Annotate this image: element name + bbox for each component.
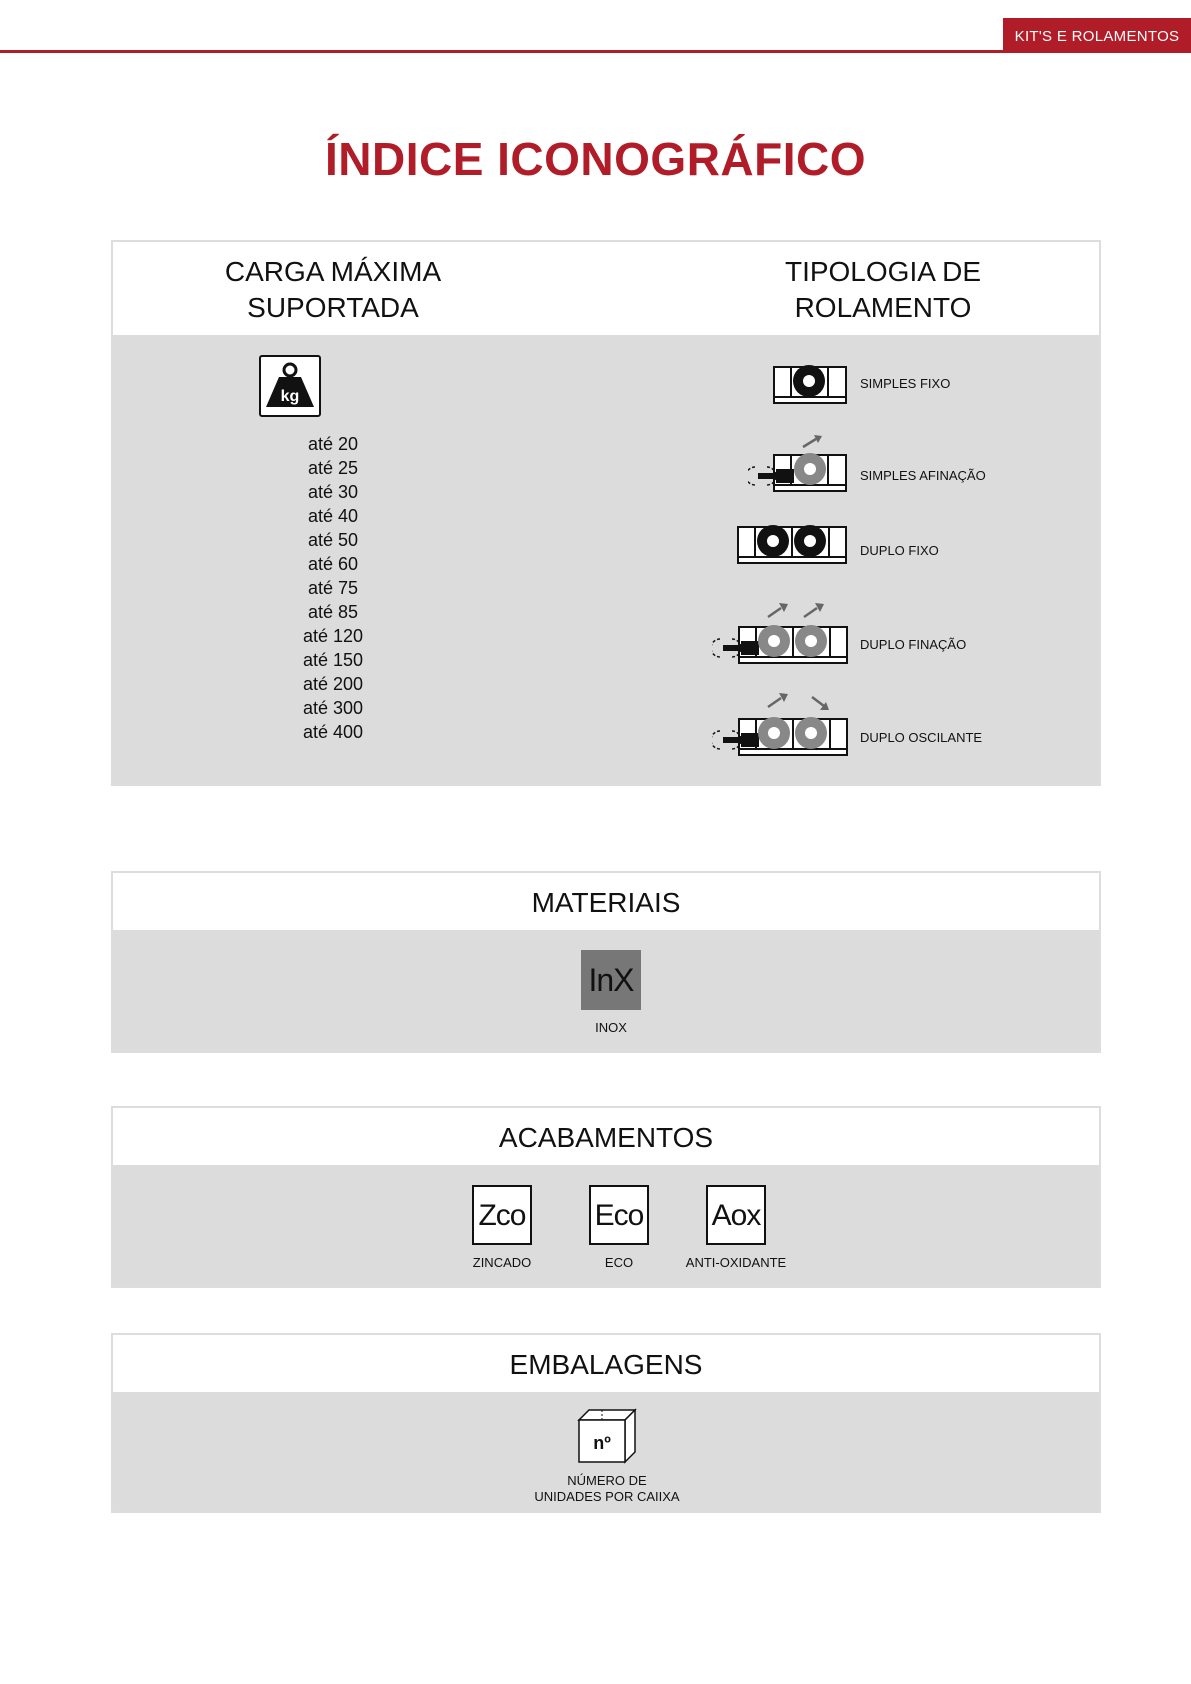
embalagens-heading: EMBALAGENS	[509, 1349, 703, 1380]
anti-oxidante-icon: Aox	[706, 1185, 766, 1245]
packaging-label	[507, 1473, 707, 1505]
carga-tipologia-body	[113, 335, 1099, 784]
roller-label: DUPLO OSCILANTE	[860, 730, 983, 745]
double-adjustable-roller-icon	[712, 595, 852, 667]
load-value: até 85	[307, 602, 359, 622]
roller-label: SIMPLES FIXO	[860, 376, 951, 391]
acabamentos-heading: ACABAMENTOS	[498, 1122, 714, 1153]
load-value: até 150	[302, 650, 364, 670]
box-icon	[577, 1406, 637, 1464]
box-icon-label: nº	[593, 1433, 611, 1453]
load-value: até 300	[302, 698, 364, 718]
single-adjustable-roller-icon	[748, 433, 858, 495]
load-value: até 60	[307, 554, 359, 574]
load-value: até 30	[307, 482, 359, 502]
load-value: até 200	[302, 674, 364, 694]
roller-label: DUPLO FINAÇÃO	[860, 637, 967, 652]
carga-tipologia-panel	[111, 240, 1101, 786]
zincado-icon: Zco	[472, 1185, 532, 1245]
materiais-panel	[111, 871, 1101, 1053]
acabamentos-panel	[111, 1106, 1101, 1288]
embalagens-panel	[111, 1333, 1101, 1513]
tipologia-heading-line1: TIPOLOGIA DE	[784, 256, 982, 287]
page-title: ÍNDICE ICONOGRÁFICO	[324, 133, 867, 185]
load-value: até 40	[307, 506, 359, 526]
section-tag: KIT'S E ROLAMENTOS	[1003, 18, 1191, 53]
load-value: até 50	[307, 530, 359, 550]
materiais-body	[113, 930, 1099, 1051]
eco-icon: Eco	[589, 1185, 649, 1245]
load-value: até 400	[302, 722, 364, 742]
finish-label: ANTI-OXIDANTE	[685, 1255, 787, 1270]
weight-kg-icon	[259, 355, 321, 417]
roller-label: DUPLO FIXO	[860, 543, 939, 558]
inox-icon: InX	[581, 950, 641, 1010]
packaging-label-line2: UNIDADES POR CAIIXA	[534, 1489, 680, 1504]
double-fixed-roller-icon	[737, 521, 849, 565]
carga-heading-line1: CARGA MÁXIMA	[224, 256, 442, 287]
load-value: até 25	[307, 458, 359, 478]
finish-label: ECO	[604, 1255, 634, 1270]
packaging-label-line1: NÚMERO DE	[567, 1473, 647, 1488]
load-value: até 120	[302, 626, 364, 646]
finish-label: ZINCADO	[472, 1255, 532, 1270]
load-value: até 20	[307, 434, 359, 454]
embalagens-body	[113, 1392, 1099, 1511]
load-list	[293, 432, 373, 744]
tipologia-heading-line2: ROLAMENTO	[794, 292, 972, 323]
single-fixed-roller-icon	[773, 361, 848, 405]
materiais-heading: MATERIAIS	[531, 887, 681, 918]
load-value: até 75	[307, 578, 359, 598]
carga-heading	[163, 254, 503, 326]
material-label: INOX	[595, 1020, 627, 1035]
weight-kg-label: kg	[280, 388, 300, 405]
tipologia-heading	[713, 254, 1053, 326]
double-oscillating-roller-icon	[712, 687, 852, 759]
roller-label: SIMPLES AFINAÇÃO	[860, 468, 986, 483]
carga-heading-line2: SUPORTADA	[247, 292, 419, 323]
acabamentos-body	[113, 1165, 1099, 1286]
